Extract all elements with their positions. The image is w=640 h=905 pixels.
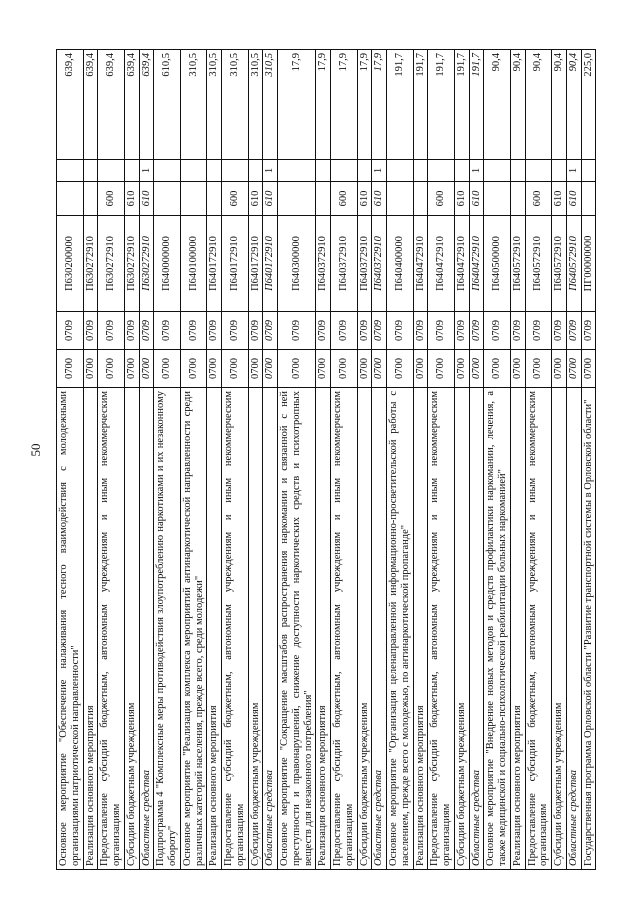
- target-article-cell: П640372910: [316, 216, 331, 312]
- section-code-cell: 0700: [552, 350, 567, 388]
- section-code-cell: 0700: [263, 350, 278, 388]
- subsection-code-cell: 0709: [510, 312, 525, 350]
- expense-type-cell: [387, 182, 414, 216]
- amount-cell: 90,4: [484, 50, 511, 160]
- table-row: [248, 50, 263, 870]
- row-name-cell: Областные средства: [469, 388, 484, 870]
- target-article-cell: П640472910: [469, 216, 484, 312]
- amount-cell: 17,9: [372, 50, 387, 160]
- target-article-cell: П640472910: [454, 216, 469, 312]
- table-row: [83, 50, 98, 870]
- subsection-code-cell: 0709: [581, 312, 596, 350]
- source-mark-cell: 1: [139, 160, 154, 182]
- row-name-cell: Субсидии бюджетным учреждениям: [357, 388, 372, 870]
- table-row: [139, 50, 154, 870]
- section-code-cell: 0700: [428, 350, 455, 388]
- target-article-cell: П640172910: [222, 216, 249, 312]
- table-row: [387, 50, 414, 870]
- source-mark-cell: [180, 160, 207, 182]
- expense-type-cell: 610: [357, 182, 372, 216]
- row-name-cell: Субсидии бюджетным учреждениям: [248, 388, 263, 870]
- rotated-page-content: [56, 50, 594, 870]
- subsection-code-cell: 0709: [207, 312, 222, 350]
- expense-type-cell: [484, 182, 511, 216]
- amount-cell: 191,7: [454, 50, 469, 160]
- section-code-cell: 0700: [124, 350, 139, 388]
- row-name-cell: Областные средства: [566, 388, 581, 870]
- target-article-cell: П640372910: [372, 216, 387, 312]
- subsection-code-cell: 0709: [124, 312, 139, 350]
- section-code-cell: 0700: [357, 350, 372, 388]
- source-mark-cell: [124, 160, 139, 182]
- source-mark-cell: [331, 160, 358, 182]
- subsection-code-cell: 0709: [357, 312, 372, 350]
- page-number: 50: [28, 443, 43, 457]
- source-mark-cell: [387, 160, 414, 182]
- table-row: [357, 50, 372, 870]
- subsection-code-cell: 0709: [180, 312, 207, 350]
- subsection-code-cell: 0709: [222, 312, 249, 350]
- expense-type-cell: 610: [139, 182, 154, 216]
- row-name-cell: Основное мероприятие "Реализация комплекса мероприятий антинаркотической направленности среди различных категорий населения, прежде всего, среди молодежи": [180, 388, 207, 870]
- section-code-cell: 0700: [248, 350, 263, 388]
- table-row: [316, 50, 331, 870]
- subsection-code-cell: 0709: [139, 312, 154, 350]
- amount-cell: 639,4: [57, 50, 84, 160]
- row-name-cell: Основное мероприятие "Сокращение масштабов распространения наркомании и связанной с ней преступности и правонарушений, снижение доступности наркотических средств и психотропных веществ для незаконного потребления": [278, 388, 316, 870]
- row-name-cell: Основное мероприятие "Внедрение новых методов и средств профилактики наркомании, лечения, а также медицинской и социально-психологической реабилитации больных наркоманией": [484, 388, 511, 870]
- target-article-cell: П640372910: [357, 216, 372, 312]
- source-mark-cell: 1: [263, 160, 278, 182]
- source-mark-cell: [428, 160, 455, 182]
- row-name-cell: Реализация основного мероприятия: [83, 388, 98, 870]
- target-article-cell: П640472910: [428, 216, 455, 312]
- subsection-code-cell: 0709: [316, 312, 331, 350]
- table-row: [154, 50, 181, 870]
- subsection-code-cell: 0709: [248, 312, 263, 350]
- target-article-cell: П640100000: [180, 216, 207, 312]
- section-code-cell: 0700: [413, 350, 428, 388]
- subsection-code-cell: 0709: [98, 312, 125, 350]
- table-row: [525, 50, 552, 870]
- amount-cell: 90,4: [525, 50, 552, 160]
- table-row: [566, 50, 581, 870]
- amount-cell: 191,7: [413, 50, 428, 160]
- source-mark-cell: [278, 160, 316, 182]
- table-row: [413, 50, 428, 870]
- source-mark-cell: [413, 160, 428, 182]
- row-name-cell: Государственная программа Орловской области "Развитие транспортной системы в Орловской области": [581, 388, 596, 870]
- expense-type-cell: [510, 182, 525, 216]
- section-code-cell: 0700: [207, 350, 222, 388]
- section-code-cell: 0700: [372, 350, 387, 388]
- section-code-cell: 0700: [98, 350, 125, 388]
- table-row: [331, 50, 358, 870]
- expense-type-cell: 600: [222, 182, 249, 216]
- section-code-cell: 0700: [484, 350, 511, 388]
- section-code-cell: 0700: [139, 350, 154, 388]
- expense-type-cell: [316, 182, 331, 216]
- target-article-cell: П630272910: [83, 216, 98, 312]
- table-row: [428, 50, 455, 870]
- target-article-cell: П630272910: [98, 216, 125, 312]
- source-mark-cell: [83, 160, 98, 182]
- target-article-cell: П640572910: [566, 216, 581, 312]
- budget-table-body: [57, 50, 596, 870]
- expense-type-cell: 600: [525, 182, 552, 216]
- section-code-cell: 0700: [469, 350, 484, 388]
- expense-type-cell: [207, 182, 222, 216]
- section-code-cell: 0700: [454, 350, 469, 388]
- amount-cell: 191,7: [387, 50, 414, 160]
- subsection-code-cell: 0709: [469, 312, 484, 350]
- section-code-cell: 0700: [525, 350, 552, 388]
- source-mark-cell: [316, 160, 331, 182]
- subsection-code-cell: 0709: [263, 312, 278, 350]
- expense-type-cell: [83, 182, 98, 216]
- table-row: [263, 50, 278, 870]
- subsection-code-cell: 0709: [372, 312, 387, 350]
- section-code-cell: 0700: [566, 350, 581, 388]
- table-row: [124, 50, 139, 870]
- row-name-cell: Основное мероприятие "Обеспечение налаживания тесного взаимодействия с молодежными организациями патриотической направленности": [57, 388, 84, 870]
- target-article-cell: П640572910: [552, 216, 567, 312]
- source-mark-cell: [510, 160, 525, 182]
- section-code-cell: 0700: [581, 350, 596, 388]
- amount-cell: 639,4: [139, 50, 154, 160]
- table-row: [581, 50, 596, 870]
- table-row: [469, 50, 484, 870]
- expense-type-cell: 600: [98, 182, 125, 216]
- section-code-cell: 0700: [331, 350, 358, 388]
- row-name-cell: Областные средства: [139, 388, 154, 870]
- amount-cell: 90,4: [566, 50, 581, 160]
- target-article-cell: П640500000: [484, 216, 511, 312]
- source-mark-cell: [454, 160, 469, 182]
- amount-cell: 310,5: [207, 50, 222, 160]
- source-mark-cell: [98, 160, 125, 182]
- amount-cell: 610,5: [154, 50, 181, 160]
- section-code-cell: 0700: [278, 350, 316, 388]
- source-mark-cell: [484, 160, 511, 182]
- expense-type-cell: 600: [331, 182, 358, 216]
- row-name-cell: Субсидии бюджетным учреждениям: [454, 388, 469, 870]
- expense-type-cell: 610: [469, 182, 484, 216]
- source-mark-cell: [154, 160, 181, 182]
- subsection-code-cell: 0709: [428, 312, 455, 350]
- expense-type-cell: 610: [372, 182, 387, 216]
- subsection-code-cell: 0709: [454, 312, 469, 350]
- target-article-cell: П630200000: [57, 216, 84, 312]
- row-name-cell: Предоставление субсидий бюджетным, автономным учреждениям и иным некоммерческим организациям: [98, 388, 125, 870]
- amount-cell: 639,4: [124, 50, 139, 160]
- row-name-cell: Реализация основного мероприятия: [316, 388, 331, 870]
- amount-cell: 191,7: [428, 50, 455, 160]
- subsection-code-cell: 0709: [278, 312, 316, 350]
- expense-type-cell: 610: [454, 182, 469, 216]
- amount-cell: 310,5: [263, 50, 278, 160]
- target-article-cell: П640000000: [154, 216, 181, 312]
- table-row: [510, 50, 525, 870]
- target-article-cell: П640572910: [510, 216, 525, 312]
- budget-table: [56, 49, 596, 870]
- section-code-cell: 0700: [387, 350, 414, 388]
- row-name-cell: Предоставление субсидий бюджетным, автономным учреждениям и иным некоммерческим организациям: [222, 388, 249, 870]
- table-row: [552, 50, 567, 870]
- row-name-cell: Предоставление субсидий бюджетным, автономным учреждениям и иным некоммерческим организациям: [525, 388, 552, 870]
- expense-type-cell: [581, 182, 596, 216]
- target-article-cell: П640300000: [278, 216, 316, 312]
- source-mark-cell: [581, 160, 596, 182]
- row-name-cell: Реализация основного мероприятия: [207, 388, 222, 870]
- subsection-code-cell: 0709: [566, 312, 581, 350]
- amount-cell: 90,4: [552, 50, 567, 160]
- source-mark-cell: [222, 160, 249, 182]
- target-article-cell: П640172910: [207, 216, 222, 312]
- row-name-cell: Основное мероприятие "Организация целенаправленной информационно-просветительской работы с населением, прежде всего с молодежью, по антинаркотической пропаганде": [387, 388, 414, 870]
- table-row: [98, 50, 125, 870]
- amount-cell: 17,9: [331, 50, 358, 160]
- amount-cell: 310,5: [180, 50, 207, 160]
- table-row: [372, 50, 387, 870]
- section-code-cell: 0700: [57, 350, 84, 388]
- subsection-code-cell: 0709: [525, 312, 552, 350]
- subsection-code-cell: 0709: [57, 312, 84, 350]
- source-mark-cell: [552, 160, 567, 182]
- expense-type-cell: [57, 182, 84, 216]
- amount-cell: 90,4: [510, 50, 525, 160]
- expense-type-cell: 610: [552, 182, 567, 216]
- subsection-code-cell: 0709: [154, 312, 181, 350]
- amount-cell: 639,4: [83, 50, 98, 160]
- amount-cell: 17,9: [278, 50, 316, 160]
- expense-type-cell: 610: [248, 182, 263, 216]
- source-mark-cell: [357, 160, 372, 182]
- subsection-code-cell: 0709: [331, 312, 358, 350]
- subsection-code-cell: 0709: [484, 312, 511, 350]
- source-mark-cell: [525, 160, 552, 182]
- source-mark-cell: [207, 160, 222, 182]
- target-article-cell: П640472910: [413, 216, 428, 312]
- source-mark-cell: 1: [372, 160, 387, 182]
- amount-cell: 17,9: [316, 50, 331, 160]
- row-name-cell: Субсидии бюджетным учреждениям: [124, 388, 139, 870]
- table-row: [454, 50, 469, 870]
- amount-cell: 17,9: [357, 50, 372, 160]
- row-name-cell: Областные средства: [263, 388, 278, 870]
- expense-type-cell: 600: [428, 182, 455, 216]
- target-article-cell: П640172910: [263, 216, 278, 312]
- amount-cell: 310,5: [248, 50, 263, 160]
- section-code-cell: 0700: [316, 350, 331, 388]
- target-article-cell: ПГ00000000: [581, 216, 596, 312]
- expense-type-cell: 610: [263, 182, 278, 216]
- table-row: [222, 50, 249, 870]
- row-name-cell: Предоставление субсидий бюджетным, автономным учреждениям и иным некоммерческим организациям: [331, 388, 358, 870]
- expense-type-cell: [413, 182, 428, 216]
- subsection-code-cell: 0709: [387, 312, 414, 350]
- row-name-cell: Областные средства: [372, 388, 387, 870]
- target-article-cell: П640572910: [525, 216, 552, 312]
- table-row: [57, 50, 84, 870]
- target-article-cell: П630272910: [124, 216, 139, 312]
- expense-type-cell: 610: [566, 182, 581, 216]
- amount-cell: 191,7: [469, 50, 484, 160]
- amount-cell: 225,0: [581, 50, 596, 160]
- amount-cell: 639,4: [98, 50, 125, 160]
- target-article-cell: П640372910: [331, 216, 358, 312]
- source-mark-cell: [248, 160, 263, 182]
- target-article-cell: П640400000: [387, 216, 414, 312]
- expense-type-cell: [180, 182, 207, 216]
- expense-type-cell: [278, 182, 316, 216]
- section-code-cell: 0700: [510, 350, 525, 388]
- table-row: [207, 50, 222, 870]
- row-name-cell: Реализация основного мероприятия: [510, 388, 525, 870]
- section-code-cell: 0700: [154, 350, 181, 388]
- source-mark-cell: 1: [566, 160, 581, 182]
- row-name-cell: Реализация основного мероприятия: [413, 388, 428, 870]
- section-code-cell: 0700: [83, 350, 98, 388]
- expense-type-cell: 610: [124, 182, 139, 216]
- source-mark-cell: 1: [469, 160, 484, 182]
- target-article-cell: П630272910: [139, 216, 154, 312]
- row-name-cell: Предоставление субсидий бюджетным, автономным учреждениям и иным некоммерческим организациям: [428, 388, 455, 870]
- subsection-code-cell: 0709: [413, 312, 428, 350]
- table-row: [484, 50, 511, 870]
- subsection-code-cell: 0709: [552, 312, 567, 350]
- target-article-cell: П640172910: [248, 216, 263, 312]
- row-name-cell: Субсидии бюджетным учреждениям: [552, 388, 567, 870]
- source-mark-cell: [57, 160, 84, 182]
- section-code-cell: 0700: [180, 350, 207, 388]
- section-code-cell: 0700: [222, 350, 249, 388]
- table-row: [278, 50, 316, 870]
- subsection-code-cell: 0709: [83, 312, 98, 350]
- amount-cell: 310,5: [222, 50, 249, 160]
- expense-type-cell: [154, 182, 181, 216]
- row-name-cell: Подпрограмма 4 "Комплексные меры противодействия злоупотреблению наркотиками и их незаконному обороту": [154, 388, 181, 870]
- table-row: [180, 50, 207, 870]
